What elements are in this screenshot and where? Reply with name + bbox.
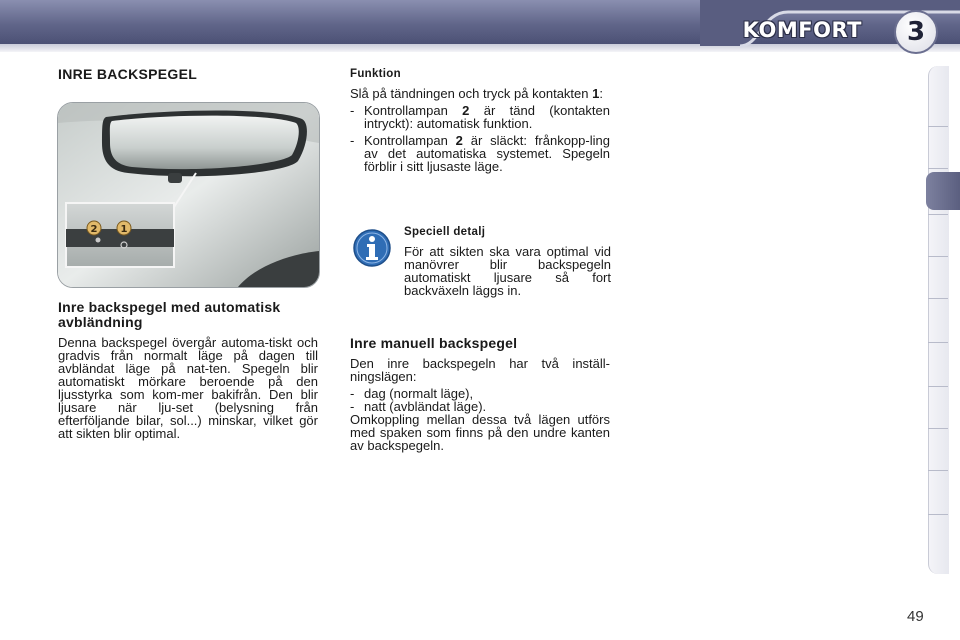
side-tab-divider — [928, 428, 948, 429]
auto-dimming-text: Denna backspegel övergår automa-tiskt och gradvis från normalt läge på dagen till avbländat läge på nat-ten. Spegeln blir automatiskt mörkare beroende på den ljusstyrka som kom-mer bakifrån. Den blir ljusare när lju-set (belysning från efterföljande bilar, sol...) minskar, vilket gör att sikten blir optimal. — [58, 335, 318, 441]
rearview-mirror-photo — [57, 102, 320, 288]
special-detail-note — [404, 226, 611, 297]
function-section — [350, 68, 610, 173]
side-tab-divider — [928, 168, 948, 169]
auto-dimming-heading: Inre backspegel med automatisk avbländning — [58, 299, 281, 330]
side-tab-divider — [928, 256, 948, 257]
side-tab-divider — [928, 126, 948, 127]
chapter-number-badge: 3 — [894, 10, 938, 54]
side-tab-active-chapter[interactable] — [926, 172, 960, 210]
note-heading: Speciell detalj — [404, 226, 486, 238]
info-icon — [352, 228, 392, 268]
manual-section — [350, 336, 610, 452]
note-text: För att sikten ska vara optimal vid manövrer blir backspegeln automatiskt ljusare så fort backväxeln läggs in. — [404, 244, 611, 298]
photo-label-1: 1 — [120, 224, 128, 235]
manual-heading: Inre manuell backspegel — [350, 335, 518, 351]
page-number: 49 — [907, 608, 924, 625]
manual-text: Den inre backspegeln har två inställ-ningslägen: — [350, 356, 610, 384]
function-intro: Slå på tändningen och tryck på kontakten 1: — [350, 86, 603, 101]
side-tab-divider — [928, 214, 948, 215]
side-tab-divider — [928, 386, 948, 387]
manual-list-item: - dag (normalt läge), — [350, 386, 474, 401]
function-heading: Funktion — [350, 68, 401, 80]
side-tab-divider — [928, 470, 948, 471]
left-section — [58, 300, 318, 440]
side-tab-divider — [928, 514, 948, 515]
side-tab-divider — [928, 298, 948, 299]
function-list-item: - Kontrollampan 2 är släckt: frånkopp-ling av det automatiska systemet. Spegeln förblir i sitt ljusaste läge. — [350, 133, 610, 174]
chapter-title: KOMFORT — [742, 18, 862, 42]
function-list-item: - Kontrollampan 2 är tänd (kontakten intryckt): automatisk funktion. — [350, 103, 610, 131]
mirror-illustration — [58, 103, 319, 287]
side-tab-divider — [928, 342, 948, 343]
manual-outro: Omkoppling mellan dessa två lägen utförs med spaken som finns på den undre kanten av backspegeln. — [350, 412, 610, 453]
manual-list-item: - natt (avbländat läge). — [350, 399, 487, 414]
main-heading: INRE BACKSPEGEL — [58, 66, 198, 82]
photo-label-2: 2 — [90, 224, 98, 235]
side-tab-rail — [928, 66, 949, 574]
